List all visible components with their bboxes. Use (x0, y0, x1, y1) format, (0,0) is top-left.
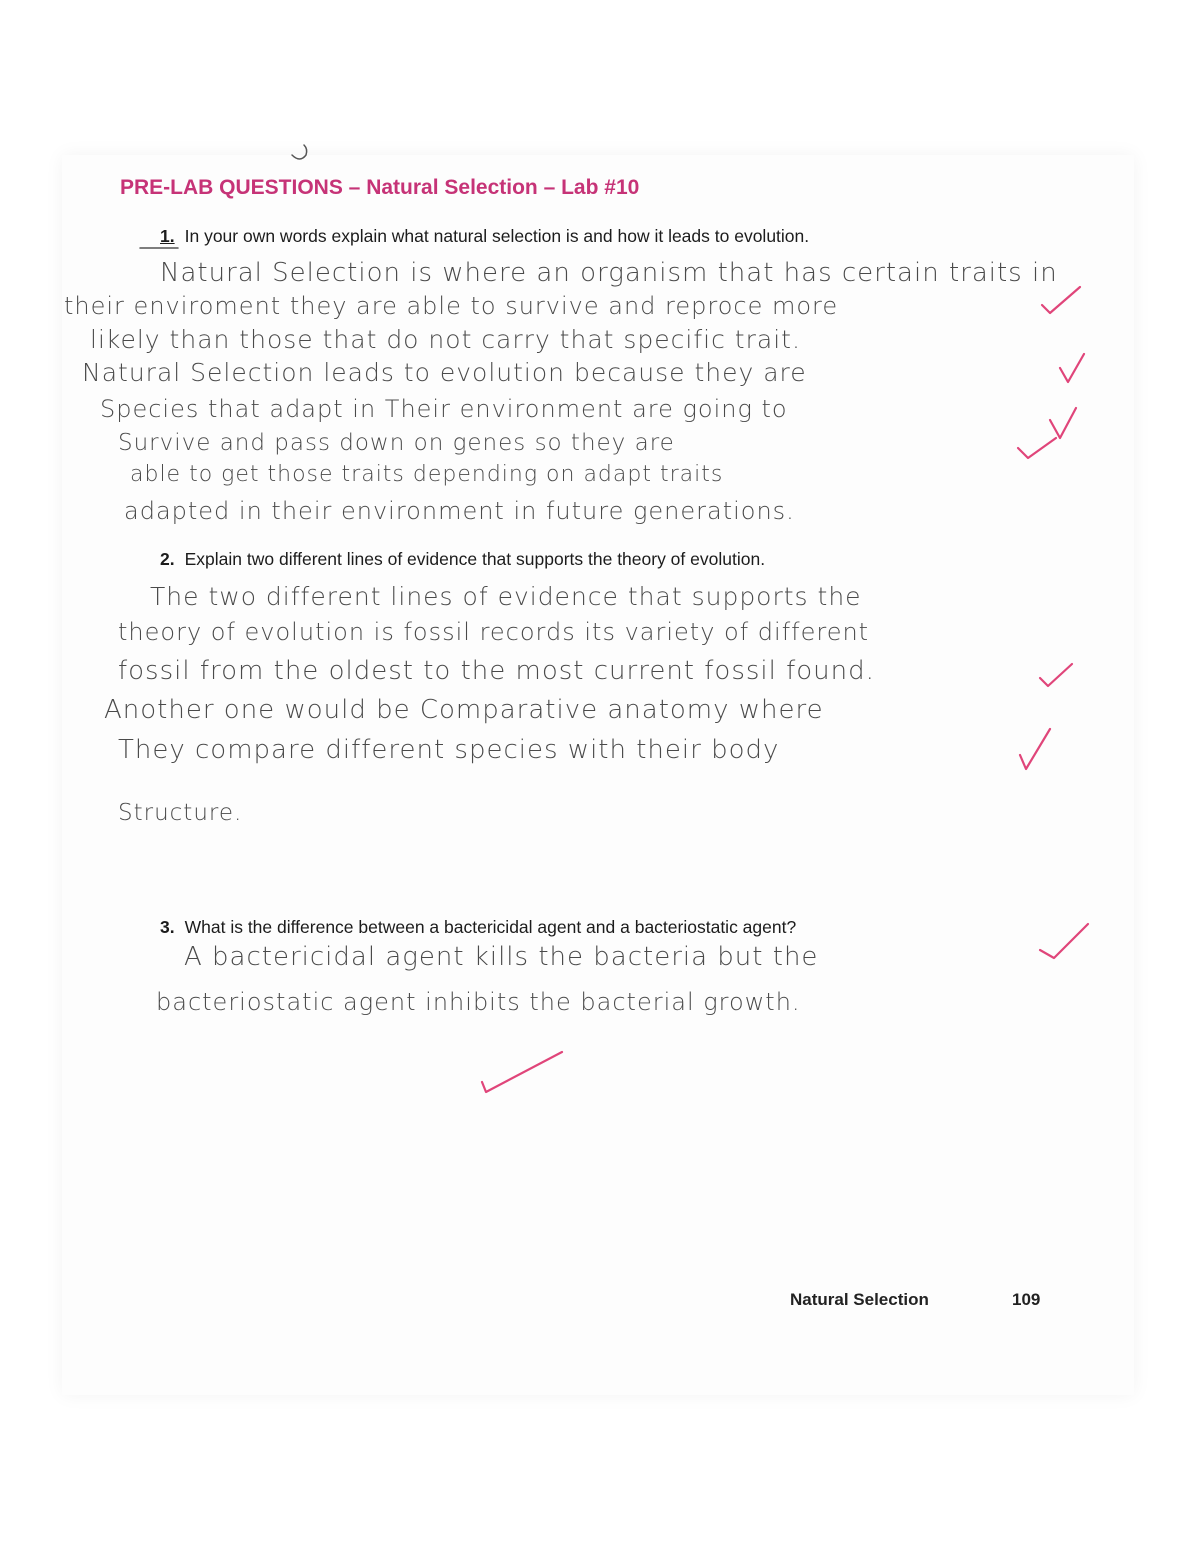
question-1 (160, 226, 809, 247)
answer-2-line-3: fossil from the oldest to the most current fossil found. (118, 656, 875, 686)
answer-2-line-2: theory of evolution is fossil records its variety of different (118, 618, 870, 646)
question-1-number: 1. (160, 226, 175, 246)
answer-1-line-5: Species that adapt in Their environment are going to (100, 395, 788, 423)
question-3-number: 3. (160, 917, 175, 937)
answer-1-line-1: Natural Selection is where an organism that has certain traits in (160, 258, 1058, 288)
answer-1-line-8: adapted in their environment in future generations. (124, 497, 795, 525)
question-3-text: What is the difference between a bactericidal agent and a bacteriostatic agent? (184, 917, 797, 937)
answer-1-line-6: Survive and pass down on genes so they are (118, 430, 675, 456)
question-2-text: Explain two different lines of evidence that supports the theory of evolution. (184, 549, 766, 569)
question-2 (160, 549, 765, 570)
answer-3-line-1: A bactericidal agent kills the bacteria but the (184, 942, 819, 972)
answer-2-line-5: They compare different species with their body (118, 735, 780, 765)
footer-section-name: Natural Selection (790, 1290, 929, 1309)
answer-2-line-4: Another one would be Comparative anatomy where (104, 695, 824, 725)
answer-1-line-4: Natural Selection leads to evolution because they are (82, 358, 807, 387)
answer-3-line-2: bacteriostatic agent inhibits the bacterial growth. (156, 988, 801, 1016)
answer-1-line-2: their enviroment they are able to survive and reproce more (64, 292, 839, 320)
footer-page-number: 109 (1012, 1290, 1041, 1309)
answer-2-line-1: The two different lines of evidence that supports the (150, 582, 862, 611)
question-3 (160, 917, 796, 938)
answer-1-line-3: likely than those that do not carry that specific trait. (90, 325, 801, 354)
question-1-text: In your own words explain what natural selection is and how it leads to evolution. (184, 226, 810, 246)
question-2-number: 2. (160, 549, 175, 569)
answer-1-line-7: able to get those traits depending on adapt traits (130, 462, 724, 487)
answer-2-line-6: Structure. (118, 800, 243, 826)
page-title: PRE-LAB QUESTIONS – Natural Selection – Lab #10 (120, 176, 640, 199)
